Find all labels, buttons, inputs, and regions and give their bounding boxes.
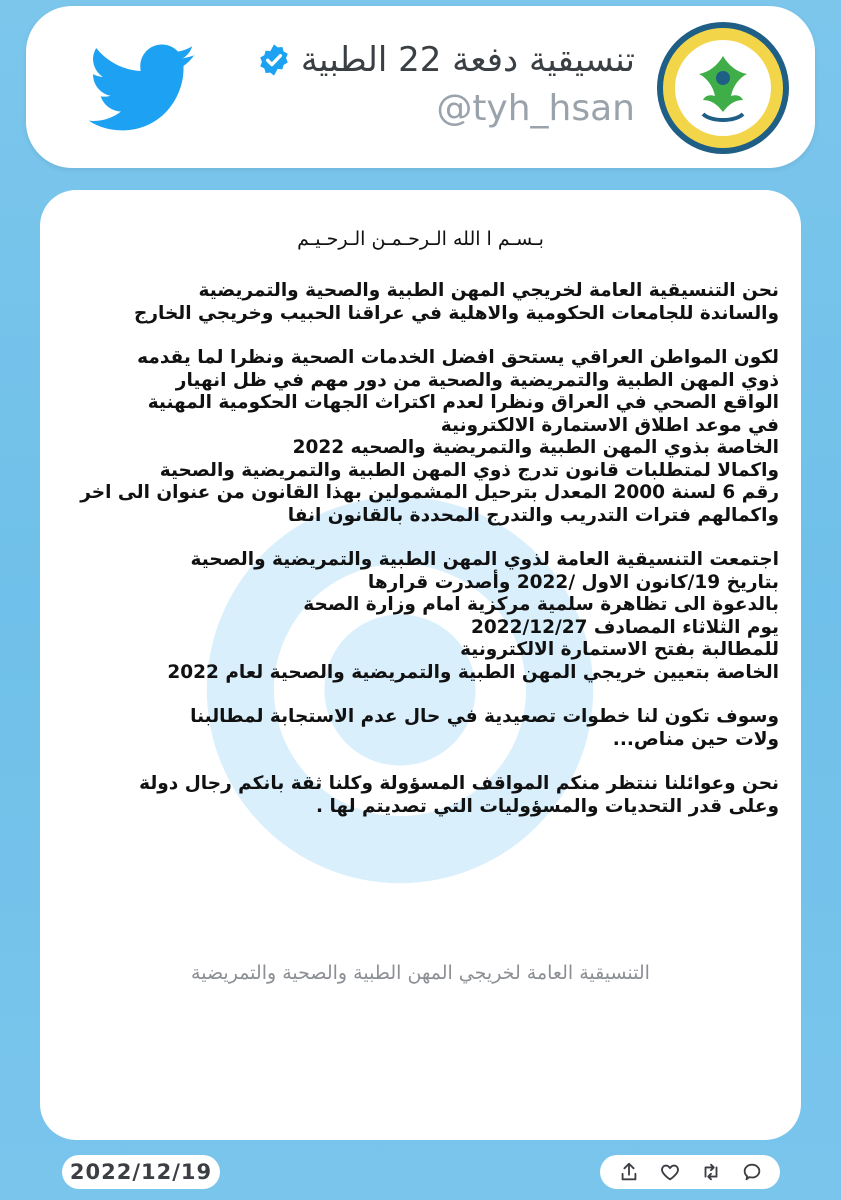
letter-image-card[interactable] bbox=[40, 190, 801, 1140]
tweet-date: 2022/12/19 bbox=[62, 1155, 220, 1189]
text-line: بالدعوة الى تظاهرة سلمية مركزية امام وزارة الصحة bbox=[303, 594, 779, 615]
text-line: لكون المواطن العراقي يستحق افضل الخدمات الصحية ونظرا لما يقدمه bbox=[137, 347, 779, 368]
text-line: واكمالهم فترات التدريب والتدرج المحددة بالقانون انفا bbox=[287, 504, 779, 526]
text-line: يوم الثلاثاء المصادف 2022/12/27 bbox=[470, 616, 779, 638]
basmala-heading: بـسـم ا الله الـرحـمـن الـرحـيـم bbox=[297, 228, 544, 250]
text-line: ذوي المهن الطبية والتمريضية والصحية من دور مهم في ظل انهيار bbox=[175, 369, 779, 391]
letter-signature: التنسيقية العامة لخريجي المهن الطبية والصحية والتمريضية bbox=[191, 962, 650, 984]
tweet-header-card bbox=[26, 6, 815, 168]
paragraph-reasons bbox=[59, 347, 779, 527]
organization-logo-icon bbox=[653, 18, 793, 158]
paragraph-escalation bbox=[59, 706, 779, 751]
verified-badge-icon bbox=[257, 43, 291, 77]
text-line: اجتمعت التنسيقية العامة لذوي المهن الطبية والتمريضية والصحية bbox=[190, 549, 779, 570]
text-line: نحن التنسيقية العامة لخريجي المهن الطبية والصحية والتمريضية bbox=[198, 280, 779, 301]
text-line: ولات حين مناص... bbox=[612, 728, 779, 750]
paragraph-decision bbox=[59, 549, 779, 684]
paragraph-closing bbox=[59, 773, 779, 818]
text-line: والساندة للجامعات الحكومية والاهلية في عراقنا الحبيب وخريجي الخارج bbox=[134, 302, 779, 324]
text-line: وعلى قدر التحديات والمسؤوليات التي تصديتم لها . bbox=[316, 795, 779, 817]
text-line: وسوف تكون لنا خطوات تصعيدية في حال عدم الاستجابة لمطالبنا bbox=[190, 706, 779, 727]
paragraph-intro bbox=[59, 280, 779, 325]
text-line: الخاصة بتعيين خريجي المهن الطبية والتمريضية والصحية لعام 2022 bbox=[167, 661, 779, 683]
text-line: واكمالا لمتطلبات قانون تدرج ذوي المهن الطبية والتمريضية والصحية bbox=[159, 459, 779, 481]
text-line: نحن وعوائلنا ننتظر منكم المواقف المسؤولة وكلنا ثقة بانكم رجال دولة bbox=[139, 773, 779, 794]
text-line: في موعد اطلاق الاستمارة الالكترونية bbox=[440, 414, 779, 436]
text-line: الخاصة بذوي المهن الطبية والتمريضية والصحيه 2022 bbox=[292, 437, 779, 458]
share-icon[interactable] bbox=[618, 1161, 640, 1183]
retweet-icon[interactable] bbox=[700, 1161, 722, 1183]
twitter-bird-icon bbox=[88, 44, 198, 134]
text-line: رقم 6 لسنة 2000 المعدل بترحيل المشمولين بهذا القانون من عنوان الى اخر bbox=[80, 482, 779, 503]
text-line: للمطالبة بفتح الاستمارة الالكترونية bbox=[460, 639, 779, 660]
tweet-actions bbox=[600, 1155, 780, 1189]
letter-body bbox=[59, 280, 779, 840]
account-name[interactable]: تنسيقية دفعة 22 الطبية bbox=[300, 40, 635, 80]
text-line: بتاريخ 19/كانون الاول /2022 وأصدرت قرارها bbox=[367, 571, 779, 593]
reply-icon[interactable] bbox=[741, 1161, 763, 1183]
like-icon[interactable] bbox=[659, 1161, 681, 1183]
account-info bbox=[257, 40, 635, 129]
text-line: الواقع الصحي في العراق ونظرا لعدم اكتراث الجهات الحكومية المهنية bbox=[147, 392, 779, 413]
account-handle[interactable]: @tyh_hsan bbox=[436, 88, 635, 129]
